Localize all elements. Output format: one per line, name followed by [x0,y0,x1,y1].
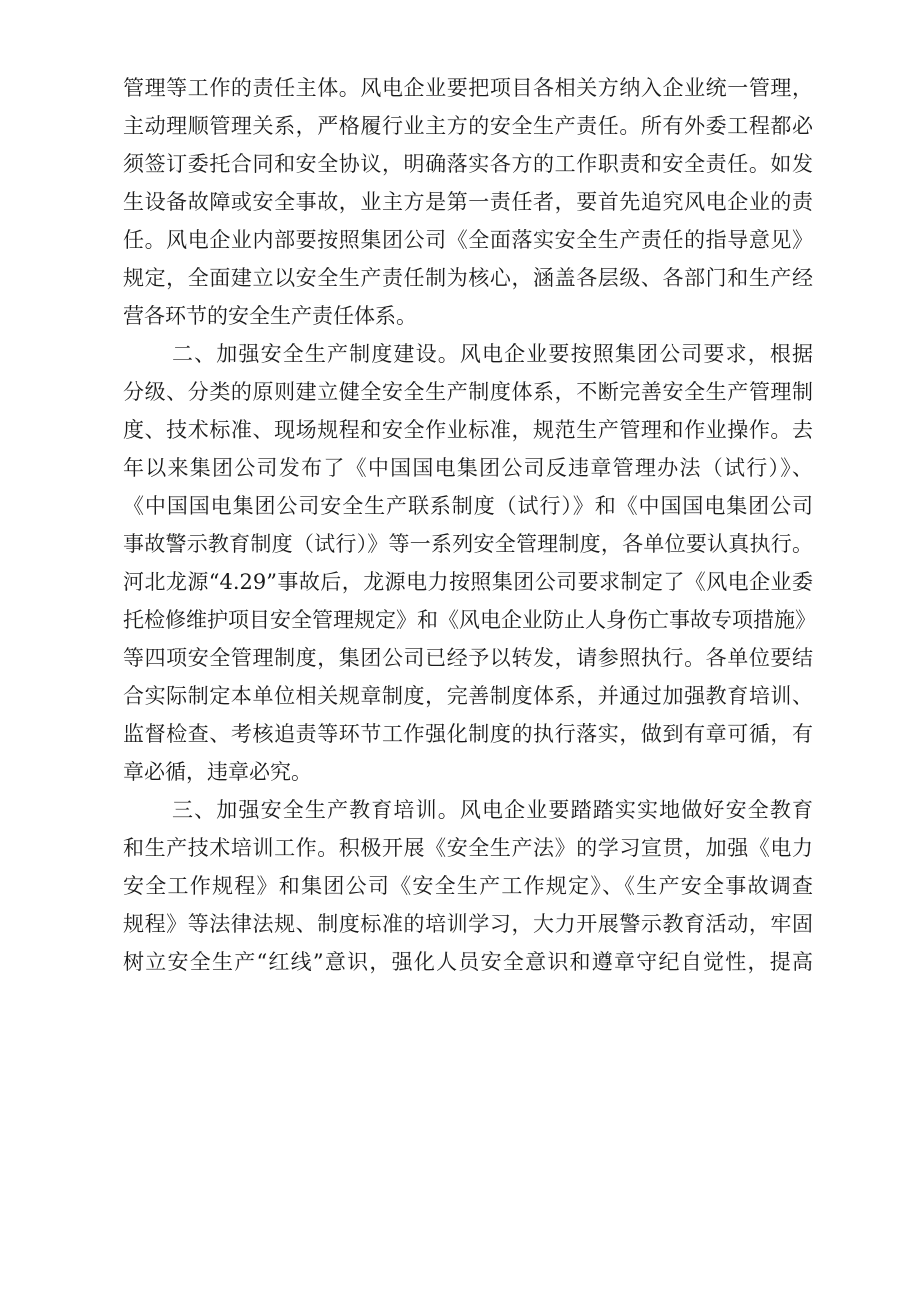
text-line: 营各环节的安全生产责任体系。 [123,304,417,328]
text-line: 任。风电企业内部要按照集团公司《全面落实安全生产责任的指导意见》 [123,228,813,252]
text-line: 规定，全面建立以安全生产责任制为核心，涵盖各层级、各部门和生产经 [123,266,813,290]
text-line: 事故警示教育制度（试行）》等一系列安全管理制度，各单位要认真执行。 [123,532,813,556]
text-line: 监督检查、考核追责等环节工作强化制度的执行落实，做到有章可循，有 [123,722,813,746]
text-line: 度、技术标准、现场规程和安全作业标准，规范生产管理和作业操作。去 [123,418,813,442]
text-line: 等四项安全管理制度，集团公司已经予以转发，请参照执行。各单位要结 [123,646,813,670]
text-line: 树立安全生产“红线”意识，强化人员安全意识和遵章守纪自觉性，提高 [123,950,813,974]
text-line: 须签订委托合同和安全协议，明确落实各方的工作职责和安全责任。如发 [123,152,813,176]
text-line: 章必循，违章必究。 [123,760,312,784]
text-line: 年以来集团公司发布了《中国国电集团公司反违章管理办法（试行）》、 [123,456,813,480]
text-line: 安全工作规程》和集团公司《安全生产工作规定》、《生产安全事故调查 [123,874,813,898]
text-line: 生设备故障或安全事故，业主方是第一责任者，要首先追究风电企业的责 [123,190,813,214]
text-line: 分级、分类的原则建立健全安全生产制度体系，不断完善安全生产管理制 [123,380,813,404]
text-line: 《中国国电集团公司安全生产联系制度（试行）》和《中国国电集团公司 [123,494,813,518]
text-line: 二、加强安全生产制度建设。风电企业要按照集团公司要求，根据 [172,342,813,366]
text-line: 主动理顺管理关系，严格履行业主方的安全生产责任。所有外委工程都必 [123,114,813,138]
text-line: 和生产技术培训工作。积极开展《安全生产法》的学习宣贯，加强《电力 [123,836,813,860]
text-line: 规程》等法律法规、制度标准的培训学习，大力开展警示教育活动，牢固 [123,912,813,936]
text-line: 管理等工作的责任主体。风电企业要把项目各相关方纳入企业统一管理， [123,76,813,100]
text-line: 河北龙源“4.29”事故后，龙源电力按照集团公司要求制定了《风电企业委 [123,570,813,594]
text-line: 三、加强安全生产教育培训。风电企业要踏踏实实地做好安全教育 [172,798,813,822]
text-line: 合实际制定本单位相关规章制度，完善制度体系，并通过加强教育培训、 [123,684,813,708]
text-line: 托检修维护项目安全管理规定》和《风电企业防止人身伤亡事故专项措施》 [123,608,816,632]
